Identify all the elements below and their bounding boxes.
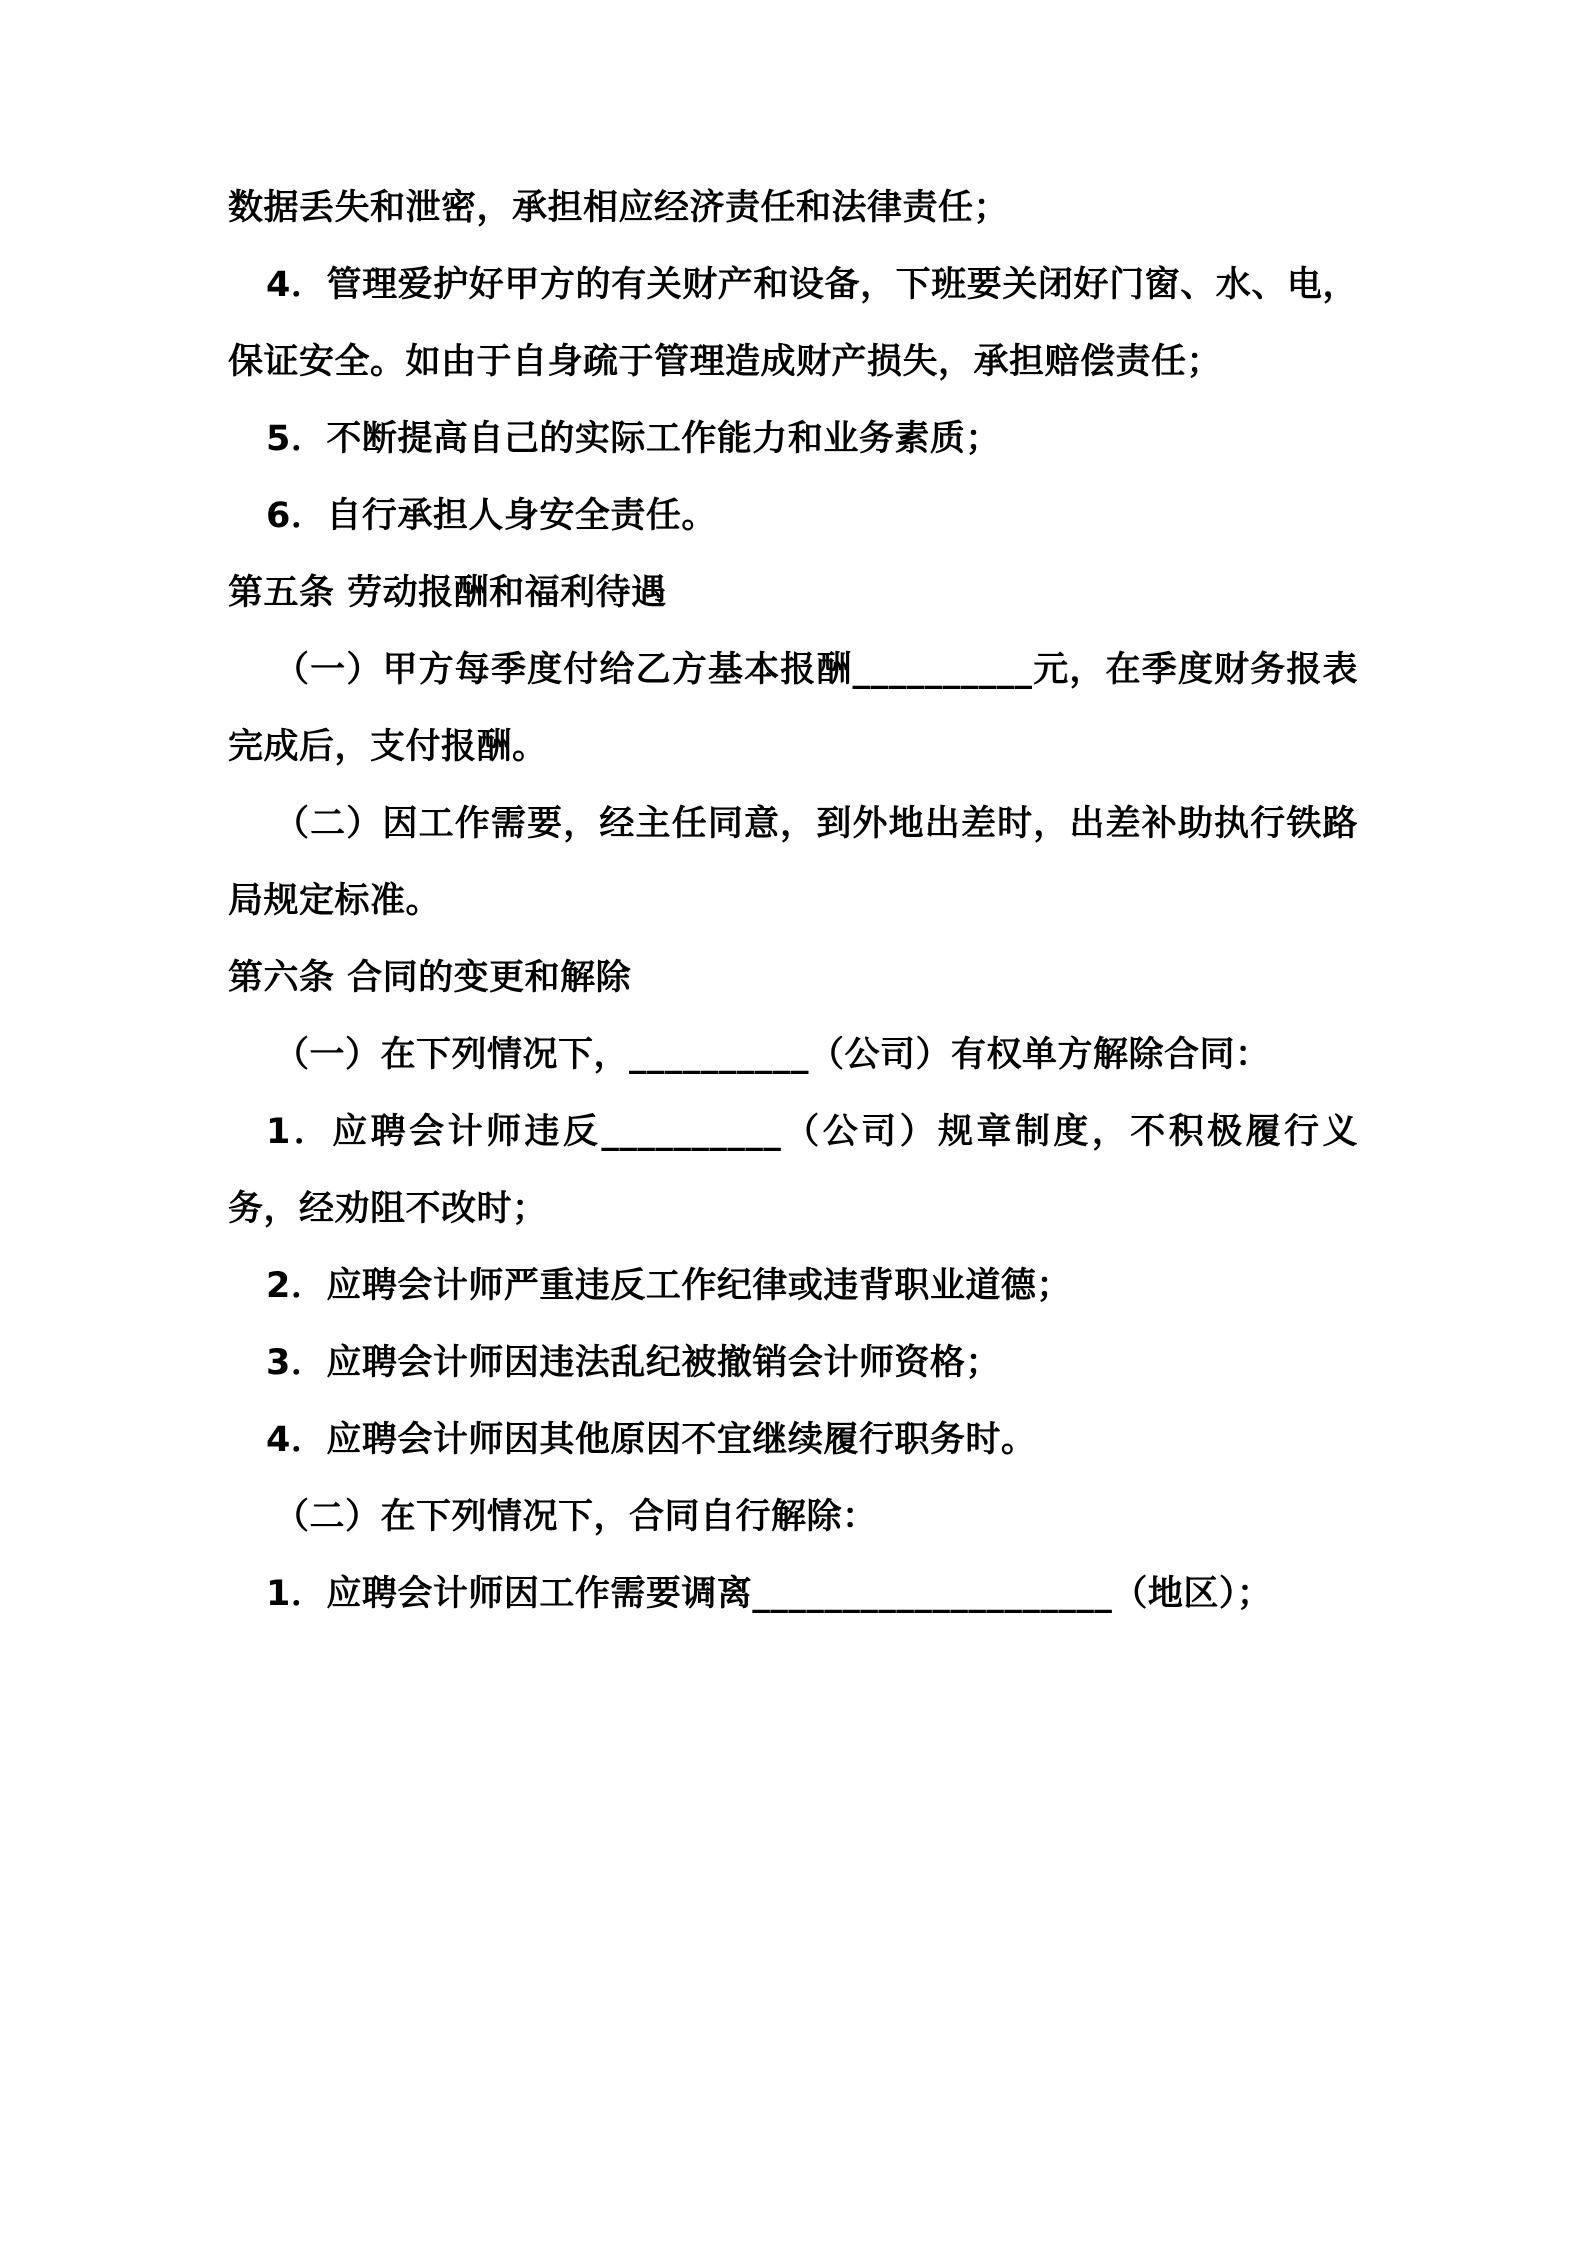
paragraph-article6-sub-2: 2．应聘会计师严重违反工作纪律或违背职业道德； xyxy=(266,1266,1072,1306)
section-heading-article-5: 第五条 劳动报酬和福利待遇 xyxy=(228,573,667,613)
section-heading-article-6: 第六条 合同的变更和解除 xyxy=(228,958,632,998)
paragraph-item-6: 6．自行承担人身安全责任。 xyxy=(266,496,717,536)
paragraph-article6-item-2: （二）在下列情况下，合同自行解除： xyxy=(274,1497,878,1537)
document-body xyxy=(228,170,1358,1633)
paragraph-article6-item2-sub-1: 1．应聘会计师因工作需要调离____________________（地区）； xyxy=(266,1574,1273,1614)
paragraph-line-1: 数据丢失和泄密，承担相应经济责任和法律责任； xyxy=(228,188,1010,228)
paragraph-article5-item-2: （二）因工作需要，经主任同意，到外地出差时，出差补助执行铁路局规定标准。 xyxy=(228,804,1358,921)
paragraph-item-4: 4．管理爱护好甲方的有关财产和设备，下班要关闭好门窗、水、电，保证安全。如由于自身疏于管理造成财产损失，承担赔偿责任； xyxy=(228,265,1358,382)
paragraph-article5-item-1: （一）甲方每季度付给乙方基本报酬__________元，在季度财务报表完成后，支付报酬。 xyxy=(228,650,1358,767)
paragraph-item-5: 5．不断提高自己的实际工作能力和业务素质； xyxy=(266,419,1001,459)
paragraph-article6-sub-3: 3．应聘会计师因违法乱纪被撤销会计师资格； xyxy=(266,1343,1001,1383)
paragraph-article6-sub-4: 4．应聘会计师因其他原因不宜继续履行职务时。 xyxy=(266,1420,1037,1460)
paragraph-article6-item-1: （一）在下列情况下，__________（公司）有权单方解除合同： xyxy=(274,1035,1271,1075)
paragraph-article6-sub-1: 1．应聘会计师违反__________（公司）规章制度，不积极履行义务，经劝阻不改时； xyxy=(228,1112,1358,1229)
